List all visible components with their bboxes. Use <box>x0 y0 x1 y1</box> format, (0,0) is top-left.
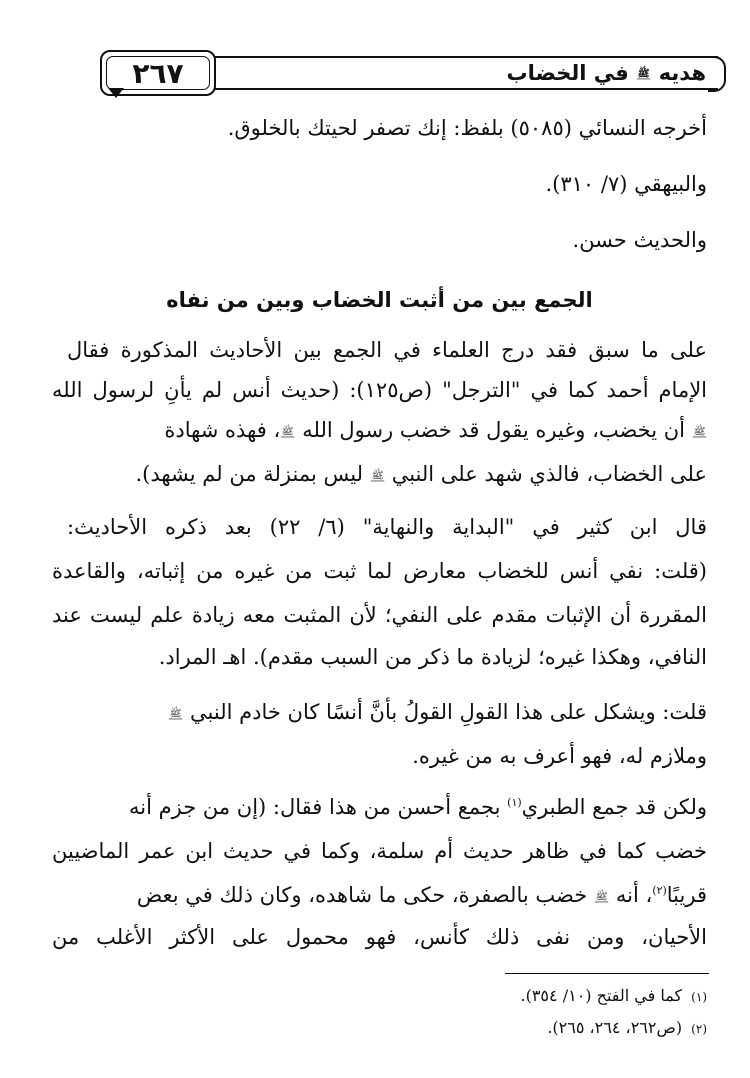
text-line <box>52 418 707 442</box>
footnote-text: (ص٢٦٢، ٢٦٤، ٢٦٥). <box>547 1018 683 1037</box>
text-line: النافي، وهكذا غيره؛ لزيادة ما ذكر من السبب مقدم). اهـ المراد. <box>158 645 707 669</box>
text-line: قال ابن كثير في "البداية والنهاية" (٦/ ٢٢) بعد ذكره الأحاديث: <box>67 515 707 539</box>
honorific-icon: ﷺ <box>693 425 706 437</box>
honorific-icon: ﷺ <box>637 67 650 80</box>
footnote <box>52 1018 707 1037</box>
section-heading: الجمع بين من أثبت الخضاب وبين من نفاه <box>166 288 593 312</box>
text-line <box>52 462 707 486</box>
text-line <box>52 883 707 907</box>
text-line <box>67 795 707 819</box>
text-line: الأحيان، ومن نفى ذلك كأنس، فهو محمول على الأكثر الأغلب من <box>52 925 707 949</box>
text-line: على ما سبق فقد درج العلماء في الجمع بين الأحاديث المذكورة فقال <box>67 338 707 362</box>
footnote-ref[interactable]: (٢) <box>652 884 667 897</box>
footnote-text: كما في الفتح (١٠/ ٣٥٤). <box>520 986 683 1005</box>
footnote-divider <box>505 973 709 974</box>
text-line: وملازم له، فهو أعرف به من غيره. <box>412 744 707 768</box>
header-frame-end <box>708 56 726 92</box>
text-span: على الخضاب، فالذي شهد على النبي <box>391 462 707 486</box>
text-line <box>52 700 707 724</box>
page-header <box>70 50 728 96</box>
text-span: ، أنه <box>615 883 653 907</box>
text-line: أخرجه النسائي (٥٠٨٥) بلفظ: إنك تصفر لحيتك بالخلوق. <box>227 116 707 140</box>
page-number: ٢٦٧ <box>132 56 184 90</box>
text-span: خضب بالصفرة، حكى ما شاهده، وكان ذلك في بعض <box>136 883 588 907</box>
text-span: أن يخضب، وغيره يقول قد خضب رسول الله <box>302 418 686 442</box>
text-span: قلت: ويشكل على هذا القولِ القولُ بأنَّ أنسًا كان خادم النبي <box>190 700 707 724</box>
footnote-number: (١) <box>691 990 707 1004</box>
footnote <box>52 986 707 1005</box>
honorific-icon: ﷺ <box>371 469 384 481</box>
text-span: ، فهذه شهادة <box>164 418 281 442</box>
text-line: خضب كما في ظاهر حديث أم سلمة، وكما في حديث ابن عمر الماضيين <box>52 839 707 863</box>
footnote-ref[interactable]: (١) <box>507 796 522 809</box>
text-line: المقررة أن الإثبات مقدم على النفي؛ لأن المثبت معه زيادة علم ليست عند <box>52 603 707 627</box>
page-number-notch-icon <box>108 88 124 98</box>
text-line: والبيهقي (٧/ ٣١٠). <box>545 172 707 196</box>
text-line: والحديث حسن. <box>572 228 707 252</box>
text-line: (قلت: نفي أنس للخضاب معارض لما ثبت من غيره من إثباته، والقاعدة <box>52 559 708 583</box>
text-span: ليس بمنزلة من لم يشهد). <box>135 462 364 486</box>
text-span: قريبًا <box>666 883 707 907</box>
running-title-part1: هديه <box>658 61 706 85</box>
running-title <box>507 58 706 88</box>
text-span: ولكن قد جمع الطبري <box>521 795 707 819</box>
honorific-icon: ﷺ <box>169 707 182 719</box>
text-span: بجمع أحسن من هذا فقال: (إن من جزم أنه <box>129 795 501 819</box>
honorific-icon: ﷺ <box>281 425 294 437</box>
footnote-number: (٢) <box>691 1022 707 1036</box>
text-line: الإمام أحمد كما في "الترجل" (ص١٢٥): (حديث أنس لم يأنِ لرسول الله <box>52 378 708 402</box>
running-title-part2: في الخضاب <box>506 61 629 85</box>
honorific-icon: ﷺ <box>595 890 608 902</box>
